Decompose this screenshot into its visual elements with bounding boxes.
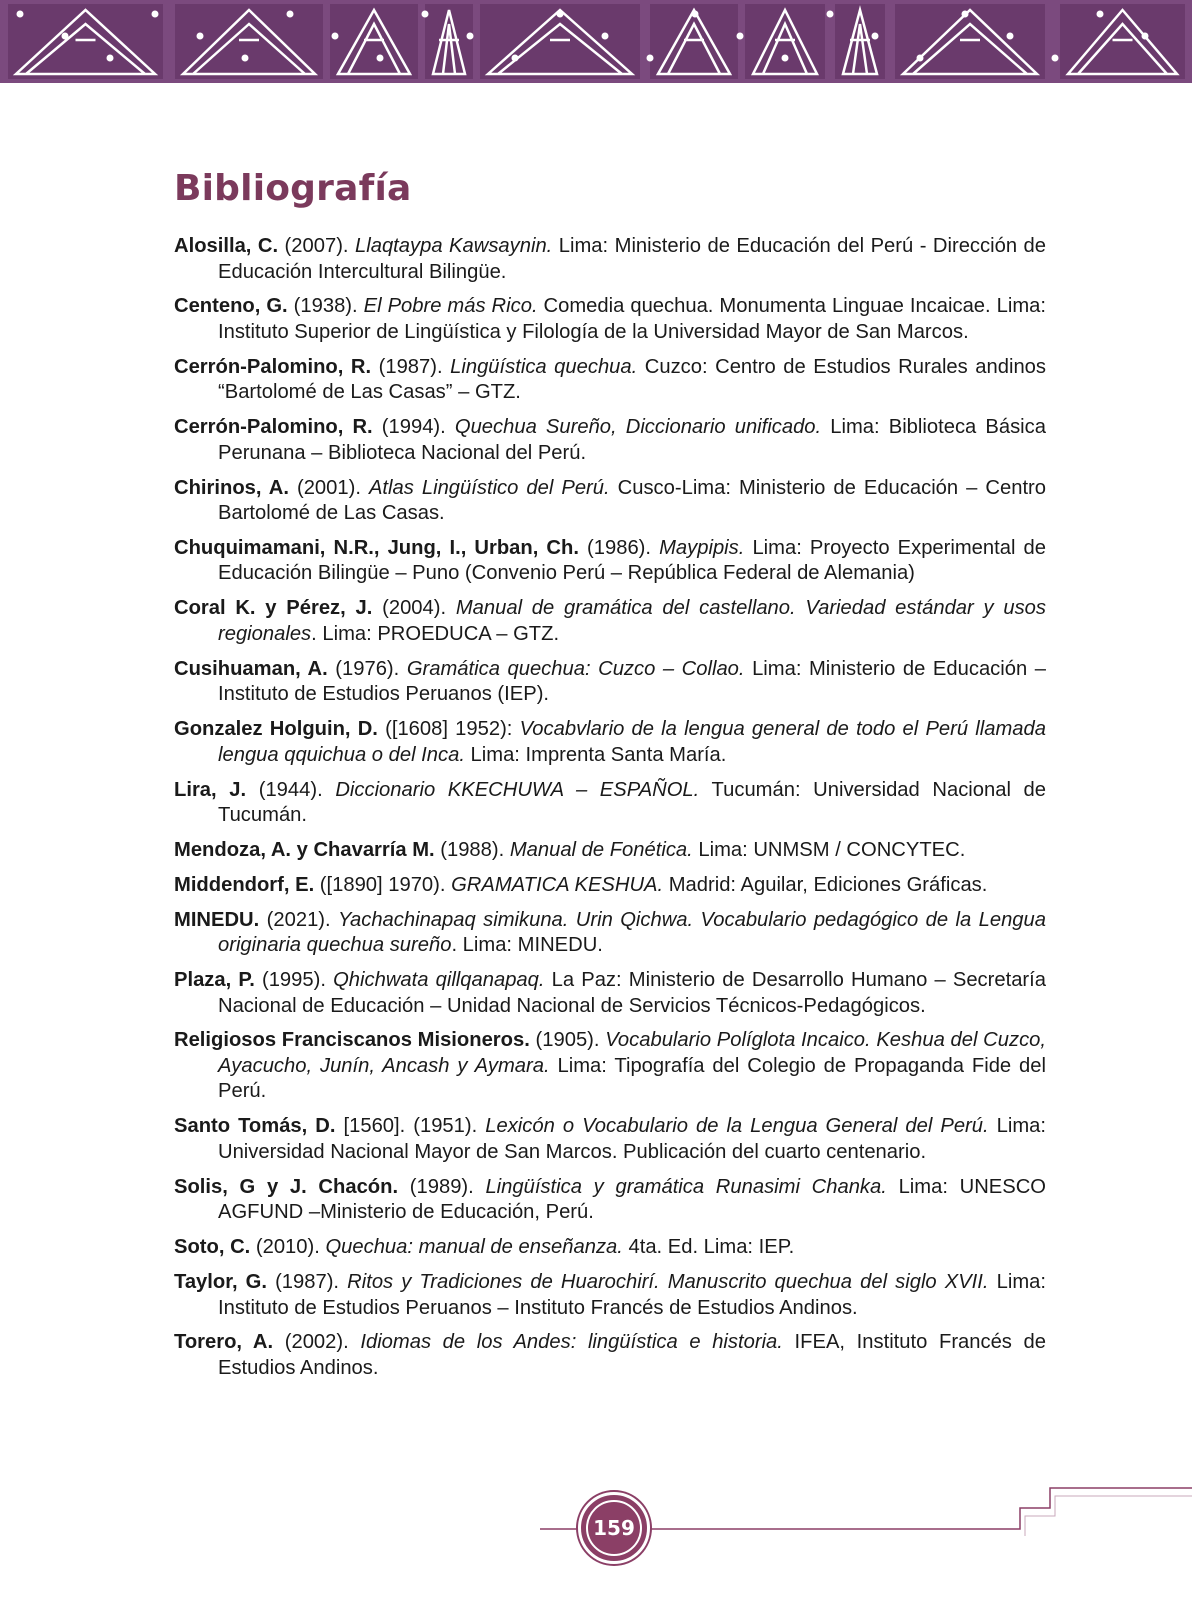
bibliography-list [174, 234, 1046, 1391]
entry-author: Santo Tomás, D. [174, 1115, 336, 1138]
entry-source: Lima: Ministerio de Educación del Perú - Dirección de Educación Intercultural Bilingüe. [218, 235, 1046, 283]
entry-author: Cerrón-Palomino, R. [174, 355, 372, 378]
entry-title: Quechua Sureño, Diccionario unificado. [454, 416, 822, 439]
entry-source: Lima: Biblioteca Básica Perunana – Biblioteca Nacional del Perú. [218, 416, 1046, 464]
entry-source: Lima: Tipografía del Colegio de Propaganda Fide del Perú. [218, 1054, 1046, 1103]
entry-author: Middendorf, E. [174, 873, 315, 896]
page-title: Bibliografía [174, 168, 412, 209]
entry-source: . Lima: PROEDUCA – GTZ. [311, 622, 560, 645]
entry-author: Mendoza, A. y Chavarría M. [174, 838, 435, 861]
entry-author: Cerrón-Palomino, R. [174, 416, 373, 439]
entry-author: Soto, C. [174, 1236, 251, 1259]
bibliography-entry [174, 1235, 1046, 1261]
bibliography-entry [174, 476, 1046, 527]
page-number-badge [578, 1492, 650, 1564]
entry-author: Cusihuaman, A. [174, 657, 328, 680]
entry-author: Gonzalez Holguin, D. [174, 718, 378, 741]
bibliography-entry [174, 1330, 1046, 1381]
entry-year: (1944). [246, 778, 336, 801]
entry-title: El Pobre más Rico. [363, 295, 538, 318]
entry-author: Religiosos Franciscanos Misioneros. [174, 1029, 530, 1052]
entry-source: Comedia quechua. Monumenta Linguae Incaicae. Lima: Instituto Superior de Lingüística y Filología de la Universidad Mayor de San Marcos. [218, 295, 1046, 343]
entry-year: (2002). [273, 1331, 361, 1354]
entry-source: Lima: Ministerio de Educación – Instituto de Estudios Peruanos (IEP). [218, 657, 1046, 706]
entry-title: Maypipis. [659, 536, 745, 559]
bibliography-entry [174, 536, 1046, 587]
entry-year: (1987). [371, 355, 451, 378]
entry-year: (2021). [259, 908, 339, 931]
entry-year: (2007). [278, 235, 356, 257]
entry-source: Lima: Proyecto Experimental de Educación Bilingüe – Puno (Convenio Perú – República Federal de Alemania) [218, 536, 1047, 585]
entry-author: Solis, G y J. Chacón. [174, 1175, 399, 1198]
entry-title: Lexicón o Vocabulario de la Lengua General del Perú. [485, 1115, 989, 1138]
entry-year: ([1890] 1970). [314, 873, 452, 896]
bibliography-entry [174, 657, 1046, 708]
entry-year: (1995). [254, 969, 334, 992]
entry-title: Yachachinapaq simikuna. Urin Qichwa. Vocabulario pedagógico de la Lengua originaria quechua sureño [218, 908, 1046, 957]
bibliography-entry [174, 1175, 1046, 1226]
entry-year: [1560]. (1951). [335, 1115, 486, 1138]
entry-author: Taylor, G. [174, 1271, 267, 1294]
entry-title: Vocabulario Políglota Incaico. Keshua del Cuzco, Ayacucho, Junín, Ancash y Aymara. [218, 1029, 1046, 1077]
entry-year: (1986). [578, 536, 660, 559]
page-number: 159 [586, 1500, 642, 1556]
bibliography-entry [174, 234, 1046, 285]
entry-author: Alosilla, C. [174, 235, 279, 257]
entry-author: Torero, A. [174, 1331, 274, 1354]
bibliography-entry [174, 838, 1046, 864]
entry-title: Lingüística y gramática Runasimi Chanka. [485, 1175, 887, 1198]
entry-title: Idiomas de los Andes: lingüística e historia. [360, 1331, 783, 1354]
bibliography-entry [174, 873, 1046, 899]
entry-source: . Lima: MINEDU. [451, 934, 603, 957]
entry-title: Gramática quechua: Cuzco – Collao. [406, 657, 745, 680]
entry-year: (1976). [327, 657, 407, 680]
entry-source: Madrid: Aguilar, Ediciones Gráficas. [663, 873, 988, 896]
entry-year: (1994). [372, 416, 455, 439]
bibliography-entry [174, 778, 1046, 829]
entry-title: Qhichwata qillqanapaq. [333, 969, 545, 992]
bibliography-entry [174, 596, 1046, 647]
entry-title: Manual de gramática del castellano. Variedad estándar y usos regionales [218, 597, 1046, 645]
entry-author: Lira, J. [174, 778, 247, 801]
entry-source: 4ta. Ed. Lima: IEP. [622, 1236, 795, 1259]
entry-source: Lima: UNMSM / CONCYTEC. [692, 838, 966, 861]
entry-title: Lingüística quechua. [450, 355, 638, 378]
entry-title: Llaqtaypa Kawsaynin. [355, 235, 553, 257]
entry-source: La Paz: Ministerio de Desarrollo Humano – Secretaría Nacional de Educación – Unidad Nacional de Servicios Técnicos-Pedagógicos. [218, 969, 1046, 1017]
bibliography-entry [174, 415, 1046, 466]
entry-source: Cuzco: Centro de Estudios Rurales andinos “Bartolomé de Las Casas” – GTZ. [218, 355, 1046, 404]
bibliography-entry [174, 294, 1046, 345]
entry-title: GRAMATICA KESHUA. [451, 873, 664, 896]
entry-title: Manual de Fonética. [509, 838, 693, 861]
entry-source: Lima: Universidad Nacional Mayor de San Marcos. Publicación del cuarto centenario. [218, 1115, 1046, 1163]
bibliography-entry [174, 355, 1046, 406]
entry-author: Centeno, G. [174, 295, 288, 318]
bibliography-entry [174, 968, 1046, 1019]
bibliography-entry [174, 1270, 1046, 1321]
bibliography-entry [174, 1114, 1046, 1165]
andean-textile-pattern-banner-icon [0, 0, 1192, 83]
entry-author: MINEDU. [174, 908, 260, 931]
entry-year: (1905). [529, 1029, 606, 1052]
entry-title: Quechua: manual de enseñanza. [325, 1236, 623, 1259]
entry-title: Diccionario KKECHUWA – ESPAÑOL. [335, 778, 700, 801]
entry-source: Tucumán: Universidad Nacional de Tucumán. [218, 778, 1047, 827]
entry-year: ([1608] 1952): [377, 718, 520, 741]
entry-author: Plaza, P. [174, 969, 255, 992]
entry-year: (1987). [266, 1271, 348, 1294]
entry-source: Lima: UNESCO AGFUND –Ministerio de Educación, Perú. [218, 1175, 1047, 1224]
entry-author: Chirinos, A. [174, 476, 289, 499]
entry-source: Cusco-Lima: Ministerio de Educación – Centro Bartolomé de Las Casas. [218, 476, 1046, 525]
bibliography-entry [174, 1028, 1046, 1105]
entry-title: Ritos y Tradiciones de Huarochirí. Manuscrito quechua del siglo XVII. [347, 1271, 989, 1294]
entry-year: (1988). [434, 838, 510, 861]
entry-title: Vocabvlario de la lengua general de todo el Perú llamada lengua qquichua o del Inca. [218, 718, 1046, 766]
entry-title: Atlas Lingüístico del Perú. [368, 476, 610, 499]
entry-author: Coral K. y Pérez, J. [174, 597, 373, 620]
entry-source: Lima: Imprenta Santa María. [464, 743, 727, 766]
bibliography-entry [174, 908, 1046, 959]
entry-source: IFEA, Instituto Francés de Estudios Andinos. [218, 1331, 1046, 1379]
bibliography-entry [174, 717, 1046, 768]
entry-year: (2004). [372, 597, 456, 620]
entry-year: (1938). [287, 295, 364, 318]
entry-year: (1989). [398, 1175, 486, 1198]
entry-year: (2010). [250, 1236, 326, 1259]
entry-year: (2001). [288, 476, 369, 499]
entry-author: Chuquimamani, N.R., Jung, I., Urban, Ch. [174, 536, 579, 559]
entry-source: Lima: Instituto de Estudios Peruanos – Instituto Francés de Estudios Andinos. [218, 1271, 1046, 1319]
